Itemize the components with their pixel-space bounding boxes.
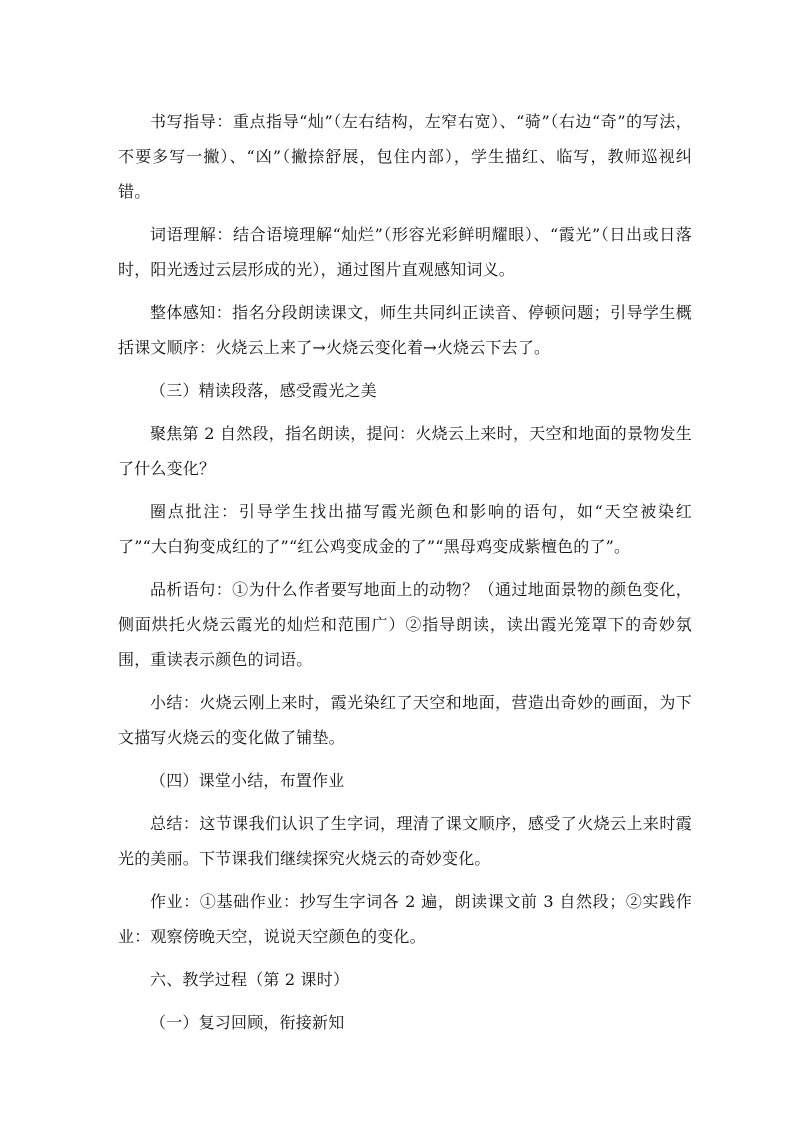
paragraph-sentence-analysis: 品析语句：①为什么作者要写地面上的动物？（通过地面景物的颜色变化，侧面烘托火烧云霞光的灿烂和范围广）②指导朗读，读出霞光笼罩下的奇妙氛围，重读表示颜色的词语。 <box>118 580 692 669</box>
paragraph-focus-reading: 聚焦第 2 自然段，指名朗读，提问：火烧云上来时，天空和地面的景物发生了什么变化？ <box>118 424 692 478</box>
paragraph-overall-perception: 整体感知：指名分段朗读课文，师生共同纠正读音、停顿问题；引导学生概括课文顺序：火烧云上来了→火烧云变化着→火烧云下去了。 <box>118 303 692 357</box>
paragraph-conclusion: 总结：这节课我们认识了生字词，理清了课文顺序，感受了火烧云上来时霞光的美丽。下节课我们继续探究火烧云的奇妙变化。 <box>118 814 692 868</box>
paragraph-annotation: 圈点批注：引导学生找出描写霞光颜色和影响的语句，如“天空被染红了”“大白狗变成红的了”“红公鸡变成金的了”“黑母鸡变成紫檀色的了”。 <box>118 502 692 556</box>
paragraph-word-understanding: 词语理解：结合语境理解“灿烂”（形容光彩鲜明耀眼）、“霞光”（日出或日落时，阳光透过云层形成的光），通过图片直观感知词义。 <box>118 225 692 279</box>
section-heading-lesson-two: 六、教学过程（第 2 课时） <box>150 970 350 989</box>
section-heading-class-summary: （四）课堂小结，布置作业 <box>150 771 345 790</box>
paragraph-summary: 小结：火烧云刚上来时，霞光染红了天空和地面，营造出奇妙的画面，为下文描写火烧云的变化做了铺垫。 <box>118 693 692 747</box>
document-body <box>118 104 692 1048</box>
paragraph-writing-guidance: 书写指导：重点指导“灿”（左右结构，左窄右宽）、“骑”（右边“奇”的写法，不要多写一撇）、“凶”（撇捺舒展，包住内部），学生描红、临写，教师巡视纠错。 <box>118 112 692 201</box>
paragraph-homework: 作业：①基础作业：抄写生字词各 2 遍，朗读课文前 3 自然段；②实践作业：观察傍晚天空，说说天空颜色的变化。 <box>118 892 692 946</box>
section-heading-close-reading: （三）精读段落，感受霞光之美 <box>150 381 377 400</box>
section-heading-review: （一）复习回顾，衔接新知 <box>150 1013 345 1032</box>
